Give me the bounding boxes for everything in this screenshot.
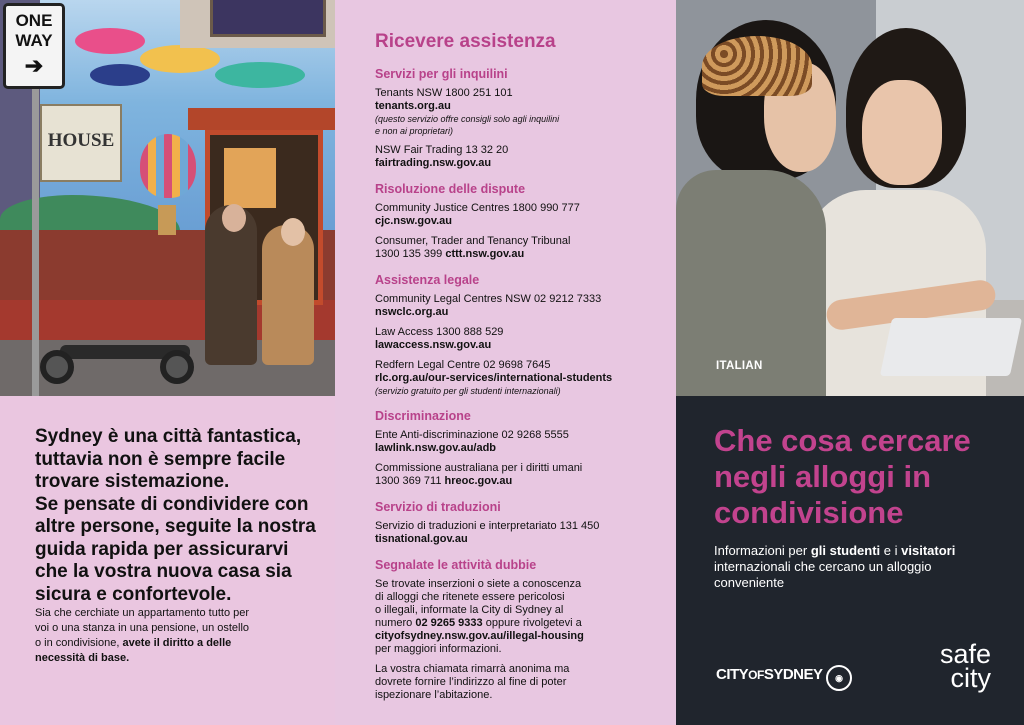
contact-link[interactable]: cttt.nsw.gov.au — [445, 248, 525, 260]
middle-panel — [335, 0, 676, 725]
brochure-subtitle — [714, 543, 1004, 591]
assistance-title: Ricevere assistenza — [375, 31, 556, 52]
headline-line: che la vostra nuova casa sia — [35, 561, 292, 582]
logo-text: OF — [748, 668, 764, 682]
contact-text: Community Justice Centres 1800 990 777 — [375, 202, 580, 214]
contact-text: Servizio di traduzioni e interpretariato 131 450 — [375, 520, 600, 532]
title-line: condivisione — [714, 495, 904, 530]
contact-entry — [375, 326, 665, 352]
contact-text: Law Access 1300 888 529 — [375, 326, 504, 338]
section-heading: Servizio di traduzioni — [375, 500, 501, 514]
contact-text: 1300 135 399 — [375, 248, 446, 260]
section-report-dubious — [375, 557, 665, 702]
student-face — [862, 80, 942, 185]
body-line: voi o una stanza in una pensione, un ostello — [35, 622, 250, 634]
contact-entry — [375, 235, 665, 261]
section-legal-aid — [375, 272, 665, 397]
subtitle-bold: visitatori — [901, 543, 956, 558]
contact-entry — [375, 520, 665, 546]
section-heading: Assistenza legale — [375, 273, 480, 287]
body-line: o in condivisione, — [35, 637, 123, 649]
section-discrimination — [375, 408, 665, 488]
subtitle-text: internazionali che cercano un alloggio — [714, 559, 932, 574]
contact-entry — [375, 202, 665, 228]
contact-entry — [375, 462, 665, 488]
body-bold: necessità di base. — [35, 652, 130, 664]
house-sign: HOUSE — [40, 104, 122, 182]
contact-link[interactable]: fairtrading.nsw.gov.au — [375, 157, 492, 169]
anonymity-line: ispezionare l’abitazione. — [375, 689, 493, 701]
awning — [188, 108, 335, 130]
anonymity-line: dovrete fornire l’indirizzo al fine di poter — [375, 676, 567, 688]
section-heading: Discriminazione — [375, 409, 471, 423]
window — [210, 0, 326, 37]
door-window — [224, 148, 276, 208]
contact-note: (servizio gratuito per gli studenti internazionali) — [375, 386, 561, 396]
report-line: numero — [375, 617, 416, 629]
report-phone[interactable]: 02 9265 9333 — [415, 617, 483, 629]
logo-text: SYDNEY — [763, 666, 823, 683]
arrow-right-icon: ➔ — [24, 53, 44, 78]
report-line: per maggiori informazioni. — [375, 643, 502, 655]
subtitle-bold: gli studenti — [810, 543, 881, 558]
contact-link[interactable]: tenants.org.au — [375, 100, 451, 112]
contact-text: Ente Anti-discriminazione 02 9268 5555 — [375, 429, 569, 441]
laptop — [880, 318, 1022, 376]
headline-line: tuttavia non è sempre facile — [35, 448, 286, 470]
headline-line: trovare sistemazione. — [35, 471, 230, 492]
headline-line: guida rapida per assicurarvi — [35, 538, 289, 560]
contact-text: Tenants NSW 1800 251 101 — [375, 87, 513, 99]
logo-text: safe — [939, 639, 991, 669]
brochure-title — [714, 423, 1014, 531]
body-line: Sia che cerchiate un appartamento tutto per — [35, 607, 250, 619]
leopard-bandana — [702, 36, 812, 96]
safe-city-logo — [931, 639, 991, 693]
contact-note: (questo servizio offre consigli solo agli inquilini — [375, 114, 560, 124]
contact-text: Redfern Legal Centre 02 9698 7645 — [375, 359, 551, 371]
hot-air-balloon-mural — [140, 134, 196, 198]
one-way-sign-text: ONE — [15, 11, 53, 30]
headline-line: altre persone, seguite la nostra — [35, 516, 316, 537]
contact-note: e non ai proprietari) — [375, 126, 454, 136]
contact-entry — [375, 144, 665, 170]
report-line: di alloggi che ritenete essere pericolosi — [375, 591, 565, 603]
report-line: Se trovate inserzioni o siete a conoscenza — [375, 578, 582, 590]
section-dispute-resolution — [375, 181, 665, 261]
contact-entry — [375, 359, 665, 397]
section-heading: Risoluzione delle dispute — [375, 182, 526, 196]
section-heading: Servizi per gli inquilini — [375, 67, 508, 81]
contact-link[interactable]: hreoc.gov.au — [444, 475, 513, 487]
scooter-wheel — [160, 350, 194, 384]
contact-text: 1300 369 711 — [375, 475, 445, 487]
logo-text: CITY — [716, 666, 749, 683]
body-bold: avete il diritto a delle — [122, 637, 232, 649]
logo-text: city — [950, 663, 991, 693]
title-line: negli alloggi in — [714, 459, 931, 494]
sign-post — [32, 80, 39, 396]
contact-text: Commissione australiana per i diritti umani — [375, 462, 583, 474]
intro-body — [35, 606, 280, 666]
contact-text: NSW Fair Trading 13 32 20 — [375, 144, 509, 156]
city-of-sydney-logo — [716, 666, 823, 683]
contact-link[interactable]: lawlink.nsw.gov.au/adb — [375, 442, 497, 454]
contact-link[interactable]: rlc.org.au/our-services/international-students — [375, 372, 613, 384]
subtitle-text: e i — [880, 543, 902, 558]
assistance-column — [375, 30, 665, 713]
section-tenant-services — [375, 66, 665, 170]
contact-entry — [375, 87, 665, 137]
contact-text: Community Legal Centres NSW 02 9212 7333 — [375, 293, 602, 305]
balloon-basket — [158, 205, 176, 235]
one-way-sign — [3, 3, 65, 89]
street-mural-photo — [0, 0, 335, 396]
anonymity-paragraph — [375, 663, 665, 702]
report-line: o illegali, informate la City di Sydney al — [375, 604, 564, 616]
contact-entry — [375, 293, 665, 319]
students-photo — [676, 0, 1024, 396]
one-way-sign-text: WAY — [15, 31, 53, 50]
title-line: Che cosa cercare — [714, 423, 971, 458]
mural-swirl — [215, 62, 305, 88]
report-link[interactable]: cityofsydney.nsw.gov.au/illegal-housing — [375, 630, 584, 642]
contact-link[interactable]: nswclc.org.au — [375, 306, 449, 318]
left-panel — [0, 0, 335, 725]
headline-line: Sydney è una città fantastica, — [35, 426, 302, 447]
section-translation — [375, 499, 665, 546]
city-seal-icon: ◉ — [826, 665, 852, 691]
right-panel — [676, 0, 1024, 725]
scooter-wheel — [40, 350, 74, 384]
headline-line: sicura e confortevole. — [35, 583, 232, 605]
language-label: ITALIAN — [716, 360, 763, 372]
report-paragraph — [375, 578, 665, 656]
mural-swirl — [90, 64, 150, 86]
person-head — [222, 204, 246, 232]
contact-entry — [375, 429, 665, 455]
anonymity-line: La vostra chiamata rimarrà anonima ma — [375, 663, 570, 675]
contact-text: Consumer, Trader and Tenancy Tribunal — [375, 235, 571, 247]
intro-headline — [35, 426, 325, 606]
section-heading: Segnalate le attività dubbie — [375, 558, 537, 572]
subtitle-text: Informazioni per — [714, 543, 811, 558]
report-line: oppure rivolgetevi a — [482, 617, 582, 629]
headline-line: Se pensate di condividere con — [35, 493, 309, 515]
mural-swirl — [75, 28, 145, 54]
person-head — [281, 218, 305, 246]
contact-link[interactable]: tisnational.gov.au — [375, 533, 468, 545]
contact-link[interactable]: cjc.nsw.gov.au — [375, 215, 453, 227]
mural-swirl — [140, 45, 220, 73]
subtitle-text: conveniente — [714, 575, 785, 590]
person-sitting — [262, 225, 314, 365]
contact-link[interactable]: lawaccess.nsw.gov.au — [375, 339, 492, 351]
